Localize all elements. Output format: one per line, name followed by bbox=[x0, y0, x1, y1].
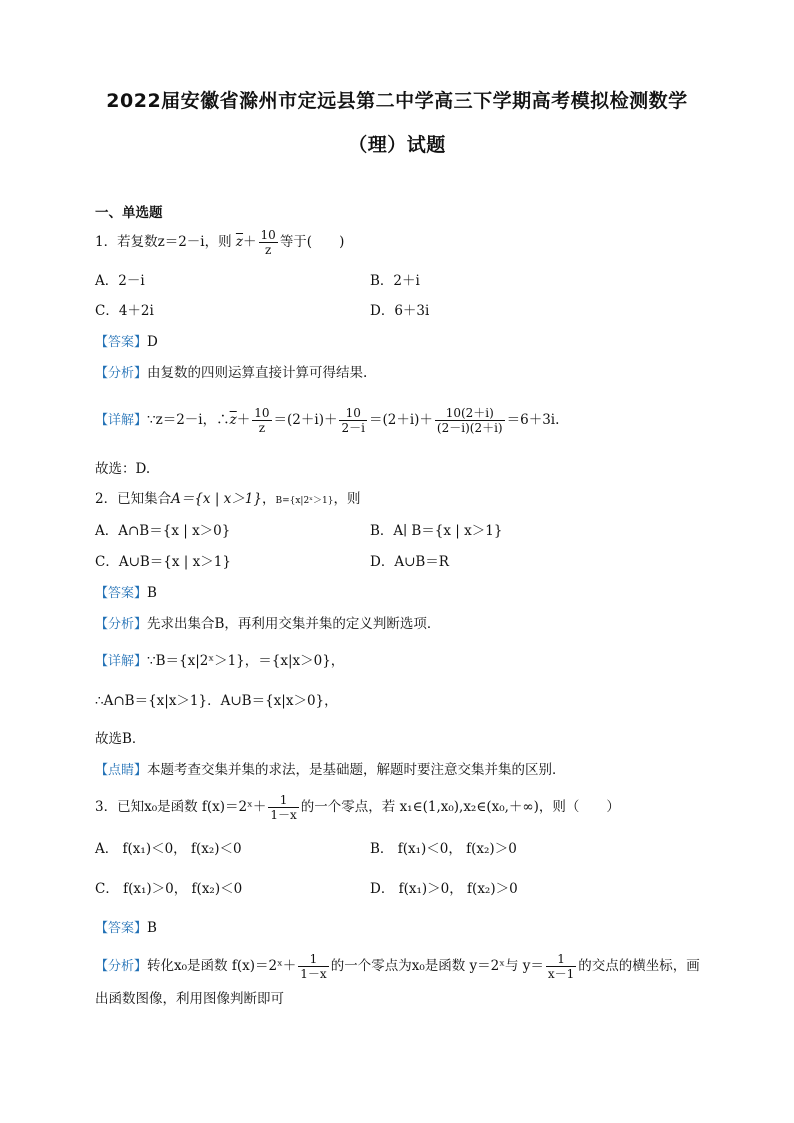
q1-detail-d: ＝6＋3i. bbox=[506, 412, 560, 428]
q2-stem: 2．已知集合A＝{x | x＞1}，B={x|2ˣ＞1}，则 bbox=[95, 491, 361, 507]
comment-label: 【点睛】 bbox=[95, 763, 148, 778]
q1-frac bbox=[259, 228, 278, 257]
detail-label: 【详解】 bbox=[95, 413, 148, 428]
analysis-label: 【分析】 bbox=[95, 366, 148, 381]
q2-set-a: A＝{x | x＞1} bbox=[171, 491, 262, 507]
q1-detail-a: ∵z＝2－i，∴ bbox=[147, 412, 230, 428]
q3-analysis-continued: 出函数图像，利用图像判断即可 bbox=[95, 991, 284, 1007]
q1-stem-a: 1．若复数z＝2－i，则 bbox=[95, 234, 232, 250]
q3-analysis-c: 的交点的横坐标，画 bbox=[578, 958, 700, 974]
q1-detail: 【详解】∵z＝2－i，$\therefore\overline{z}+$ $\frac{10}{z}$ ＝(2＋i)＋ $\frac{10}{2-i}$ ＝(2＋i)＋ $\frac{10(2+i)}{(2-i)(2+i)}$ ＝6＋3i. bbox=[95, 406, 560, 435]
document-subtitle: （理）试题 bbox=[348, 134, 446, 156]
q1-detail-b: ＝(2＋i)＋ bbox=[273, 412, 338, 428]
q3-analysis-frac2-num: 1 bbox=[546, 952, 576, 967]
q1-detail-frac1 bbox=[252, 406, 271, 435]
q1-detail-c: ＝(2＋i)＋ bbox=[368, 412, 433, 428]
q2-analysis-text: 先求出集合B，再利用交集并集的定义判断选项． bbox=[147, 616, 441, 632]
q2-set-b: B={x|2ˣ＞1} bbox=[275, 496, 334, 506]
q3-stem bbox=[95, 793, 620, 822]
q2-answer bbox=[95, 584, 157, 603]
q1-frac-den: z bbox=[265, 243, 272, 257]
q3-analysis bbox=[95, 952, 700, 981]
q2-detail-1-text: ∵B＝{x|2ˣ＞1}，＝{x|x＞0}， bbox=[147, 653, 345, 669]
q2-option-d: D．A∪B＝R bbox=[370, 554, 449, 570]
q1-answer-value: D bbox=[147, 334, 158, 350]
q1-answer bbox=[95, 333, 158, 352]
q1-analysis-text: 由复数的四则运算直接计算可得结果. bbox=[147, 365, 368, 381]
q2-detail-1 bbox=[95, 652, 344, 671]
q2-stem-a: 2．已知集合 bbox=[95, 491, 172, 507]
q1-frac-num: 10 bbox=[260, 228, 276, 242]
q1-detail-frac3-num: 10(2＋i) bbox=[435, 406, 505, 421]
q1-detail-frac2 bbox=[339, 406, 366, 435]
q2-detail-2: ∴A∩B＝{x|x＞1}．A∪B＝{x|x＞0}， bbox=[95, 693, 338, 709]
analysis-label: 【分析】 bbox=[95, 959, 148, 974]
q1-analysis bbox=[95, 364, 367, 383]
q1-detail-frac1-den: z bbox=[258, 421, 266, 435]
q3-analysis-frac1-num: 1 bbox=[298, 952, 328, 967]
q3-analysis-frac1 bbox=[298, 952, 328, 981]
q1-option-d: D．6＋3i bbox=[370, 303, 430, 319]
q1-detail-zbar: $\overline{z}$ bbox=[229, 412, 237, 428]
q3-stem-b: 的一个零点，若 x₁∈(1,x₀),x₂∈(x₀,＋∞)，则（ ） bbox=[300, 799, 620, 815]
q2-option-c: C．A∪B＝{x | x＞1} bbox=[95, 554, 231, 570]
q3-option-c: C． f(x₁)＞0， f(x₂)＜0 bbox=[95, 881, 243, 897]
q2-choice: 故选B． bbox=[95, 731, 146, 747]
q2-analysis bbox=[95, 615, 440, 634]
q1-detail-frac2-num: 10 bbox=[339, 406, 366, 421]
section-heading: 一、单选题 bbox=[95, 205, 163, 221]
q2-comment bbox=[95, 761, 566, 780]
q3-frac-den: 1－x bbox=[270, 808, 297, 822]
q3-answer bbox=[95, 919, 157, 938]
q1-stem-b: 等于( ) bbox=[279, 234, 345, 250]
q1-zbar: $\overline{z}$ bbox=[235, 234, 244, 250]
q3-frac-num: 1 bbox=[268, 793, 298, 808]
q1-option-a: A．2－i bbox=[95, 273, 145, 289]
document-title: 2022届安徽省滁州市定远县第二中学高三下学期高考模拟检测数学 bbox=[106, 90, 688, 112]
detail-label: 【详解】 bbox=[95, 654, 148, 669]
q3-analysis-a: 转化x₀是函数 f(x)＝2ˣ＋ bbox=[147, 958, 297, 974]
q3-option-a: A． f(x₁)＜0， f(x₂)＜0 bbox=[95, 841, 242, 857]
answer-label: 【答案】 bbox=[95, 335, 148, 350]
q2-answer-value: B bbox=[147, 585, 157, 601]
q3-frac bbox=[268, 793, 298, 822]
q1-stem: 1．若复数z＝2－i，则 $\overline{z}+$ $\frac{10}{z}$ 等于( ) bbox=[95, 228, 345, 257]
q3-analysis-frac1-den: 1－x bbox=[300, 967, 327, 981]
q2-option-a: A．A∩B＝{x | x＞0} bbox=[95, 523, 231, 539]
analysis-label: 【分析】 bbox=[95, 617, 148, 632]
q3-answer-value: B bbox=[147, 920, 157, 936]
q2-stem-b: ，则 bbox=[333, 491, 361, 507]
q1-option-b: B．2＋i bbox=[370, 273, 420, 289]
q1-detail-frac2-den: 2－i bbox=[341, 421, 365, 435]
q3-analysis-b: 的一个零点为x₀是函数 y＝2ˣ与 y＝ bbox=[330, 958, 544, 974]
q1-detail-frac1-num: 10 bbox=[254, 406, 270, 420]
q3-analysis-frac2 bbox=[546, 952, 576, 981]
q3-option-d: D． f(x₁)＞0， f(x₂)＞0 bbox=[370, 881, 518, 897]
q1-option-c: C．4＋2i bbox=[95, 303, 154, 319]
q3-option-b: B． f(x₁)＜0， f(x₂)＞0 bbox=[370, 841, 517, 857]
q2-comment-text: 本题考查交集并集的求法，是基础题，解题时要注意交集并集的区别． bbox=[147, 762, 566, 778]
answer-label: 【答案】 bbox=[95, 586, 148, 601]
q3-analysis-frac2-den: x－1 bbox=[547, 967, 575, 981]
q3-stem-a: 3．已知x₀是函数 f(x)＝2ˣ＋ bbox=[95, 799, 267, 815]
q2-option-b: B．A∣ B＝{x | x＞1} bbox=[370, 523, 503, 539]
q1-choice: 故选：D. bbox=[95, 461, 151, 477]
answer-label: 【答案】 bbox=[95, 921, 148, 936]
q1-detail-frac3-den: (2－i)(2＋i) bbox=[436, 421, 503, 435]
q1-detail-frac3 bbox=[435, 406, 505, 435]
